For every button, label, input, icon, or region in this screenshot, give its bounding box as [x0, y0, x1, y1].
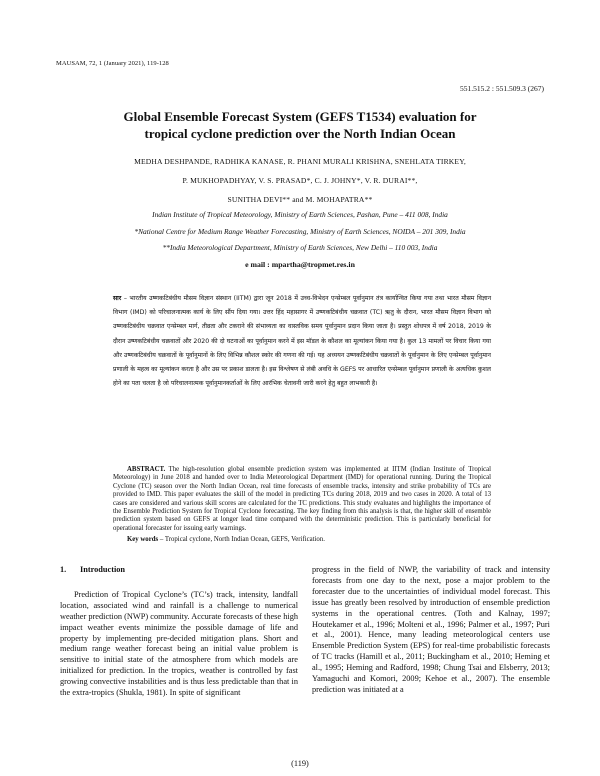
authors-line-2: P. MUKHOPADHYAY, V. S. PRASAD*, C. J. JOHNY*, V. R. DURAI**, — [182, 176, 418, 185]
abstract-text: The high-resolution global ensemble prediction system was implemented at IITM (Indian Institute of Tropical Meteorology) in June 2018 and handed over to India Meteorological Department (IMD) for operational running. During the Tropical Cyclone (TC) season over the North Indian Ocean, real time forecasts of ensemble tracks, intensity and strike probability of TCs are provided to IMD. This paper evaluates the skill of the model in predicting TCs during 2018, 2019 and two cases in 2020. A total of 13 cases are considered and various skill scores are calculated for the TC predictions. This study evaluates and highlights the importance of the Ensemble Prediction System for Tropical Cyclone forecasting. The key finding from this analysis is that, the higher skill of ensemble prediction system based on GEFS at longer lead time compared with the deterministic prediction. This is particularly beneficial for operational forecaster for issuing early warnings. — [113, 466, 491, 532]
affiliation-ncmrwf: *National Centre for Medium Range Weather Forecasting, Ministry of Earth Sciences, NOIDA – 201 309, India — [134, 226, 466, 236]
title-line-2: tropical cyclone prediction over the North Indian Ocean — [144, 126, 456, 141]
section-heading — [60, 565, 298, 576]
hindi-abstract — [113, 292, 491, 391]
paper-title — [60, 108, 540, 142]
author-list — [60, 152, 540, 209]
title-line-1: Global Ensemble Forecast System (GEFS T1534) evaluation for — [123, 109, 477, 124]
page-number: (119) — [291, 759, 309, 768]
keywords — [113, 536, 491, 543]
right-column — [312, 565, 550, 696]
left-column — [60, 565, 298, 699]
intro-paragraph-left: Prediction of Tropical Cyclone’s (TC’s) track, intensity, landfall location, associated wind and rainfall is a challenge to numerical weather prediction (NWP) community. Accurate forecasts of these high impact weather events minimize the possible damage of life and property by implementing pre-decided mitigation plans. Short and medium range weather forecast being an initial value problem is sensitive to initial state of the atmosphere from which models are initialized for prediction. In the tropics, weather is controlled by fast growing convective instabilities and is thus less predictable than that in the extra-tropics (Shukla, 1981). In spite of significant — [60, 589, 298, 698]
intro-paragraph-right: progress in the field of NWP, the variability of track and intensity forecasts from one day to the next, pose a major problem to the forecaster due to the uncertainties of individual model forecast. This issue has greatly been resolved by introduction of ensemble prediction systems in the operational centres. (Toth and Kalnay, 1997; Houtekamer et al., 1996; Molteni et al., 1996; Palmer et al., 1997; Puri et al., 2001). Hence, many leading meteorological centers use Ensemble Prediction System (EPS) for real-time probabilistic forecasts of TC tracks (Hamill et al., 2011; Buckingham et al., 2010; Heming et al., 1995; Heming and Radford, 1998; Chung Tsai and Elsberry, 2013; Yamaguchi and Komori, 2009; Kehoe et al., 2007). The ensemble prediction was initiated at a — [312, 565, 550, 694]
hindi-abstract-label: सार — [113, 295, 122, 302]
contact-email[interactable]: e mail : mpartha@tropmet.res.in — [245, 260, 355, 269]
section-title: Introduction — [80, 565, 126, 574]
affiliation-imd: **India Meteorological Department, Ministry of Earth Sciences, New Delhi – 110 003, India — [162, 243, 438, 252]
english-abstract — [113, 466, 491, 533]
affiliations — [60, 207, 540, 257]
journal-header: MAUSAM, 72, 1 (January 2021), 119-128 — [56, 60, 169, 67]
authors-line-1: MEDHA DESHPANDE, RADHIKA KANASE, R. PHANI MURALI KRISHNA, SNEHLATA TIRKEY, — [134, 157, 466, 166]
affiliation-iitm: Indian Institute of Tropical Meteorology, Ministry of Earth Sciences, Pashan, Pune – 411 008, India — [152, 210, 448, 219]
authors-line-3: SUNITHA DEVI** and M. MOHAPATRA** — [227, 195, 373, 204]
abstract-label: ABSTRACT. — [127, 466, 166, 473]
section-number: 1. — [60, 565, 67, 574]
udc-code: 551.515.2 : 551.509.3 (267) — [460, 84, 544, 93]
keywords-text: – Tropical cyclone, North Indian Ocean, GEFS, Verification. — [158, 536, 325, 543]
hindi-abstract-text: – भारतीय उष्णकटिबंधीय मौसम विज्ञान संस्थान (IITM) द्वारा जून 2018 में उच्च-विभेदन एन्सेम्बल पूर्वानुमान तंत्र कार्यान्वित किया गया तथा भारत मौसम विज्ञान विभाग (IMD) को परिचालनात्मक कार्य के लिए सौंप दिया गया। उत्तर हिंद महासागर में उष्णकटिबंधीय चक्रवात (TC) ऋतु के दौरान, भारत मौसम विज्ञान विभाग को उष्णकटिबंधीय चक्रवात एन्सेम्बल मार्ग, तीव्रता और टकराने की संभाव्यता का वास्तविक समय पूर्वानुमान प्रदान किया जाता है। प्रस्तुत शोधपत्र में वर्ष 2018, 2019 के दौरान उष्णकटिबंधीय चक्रवातों और 2020 की दो घटनाओं का पूर्वानुमान करने में इस मॉडल के कौशल का मूल्यांकन किया गया है। कुल 13 मामलों पर विचार किया गया और उष्णकटिबंधीय चक्रवातों के पूर्वानुमानों के लिए विभिन्न कौशल स्कोर की गणना की गई। यह अध्ययन उष्णकटिबंधीय चक्रवातों के पूर्वानुमान के लिए एन्सेम्बल पूर्वानुमान प्रणाली के महत्व का मूल्यांकन करता है और उस पर प्रकाश डालता है। इस विश्लेषण से लंबी अवधि के GEFS पर आधारित एन्सेम्बल पूर्वानुमान प्रणाली के अत्यधिक कुशल होने का पता चलता है जो परिचालनात्मक पूर्वानुमानकर्ताओं के लिए आरंभिक चेतावनी जारी करने हेतु बहुत लाभकारी है। — [113, 295, 491, 388]
keywords-label: Key words — [127, 536, 159, 543]
